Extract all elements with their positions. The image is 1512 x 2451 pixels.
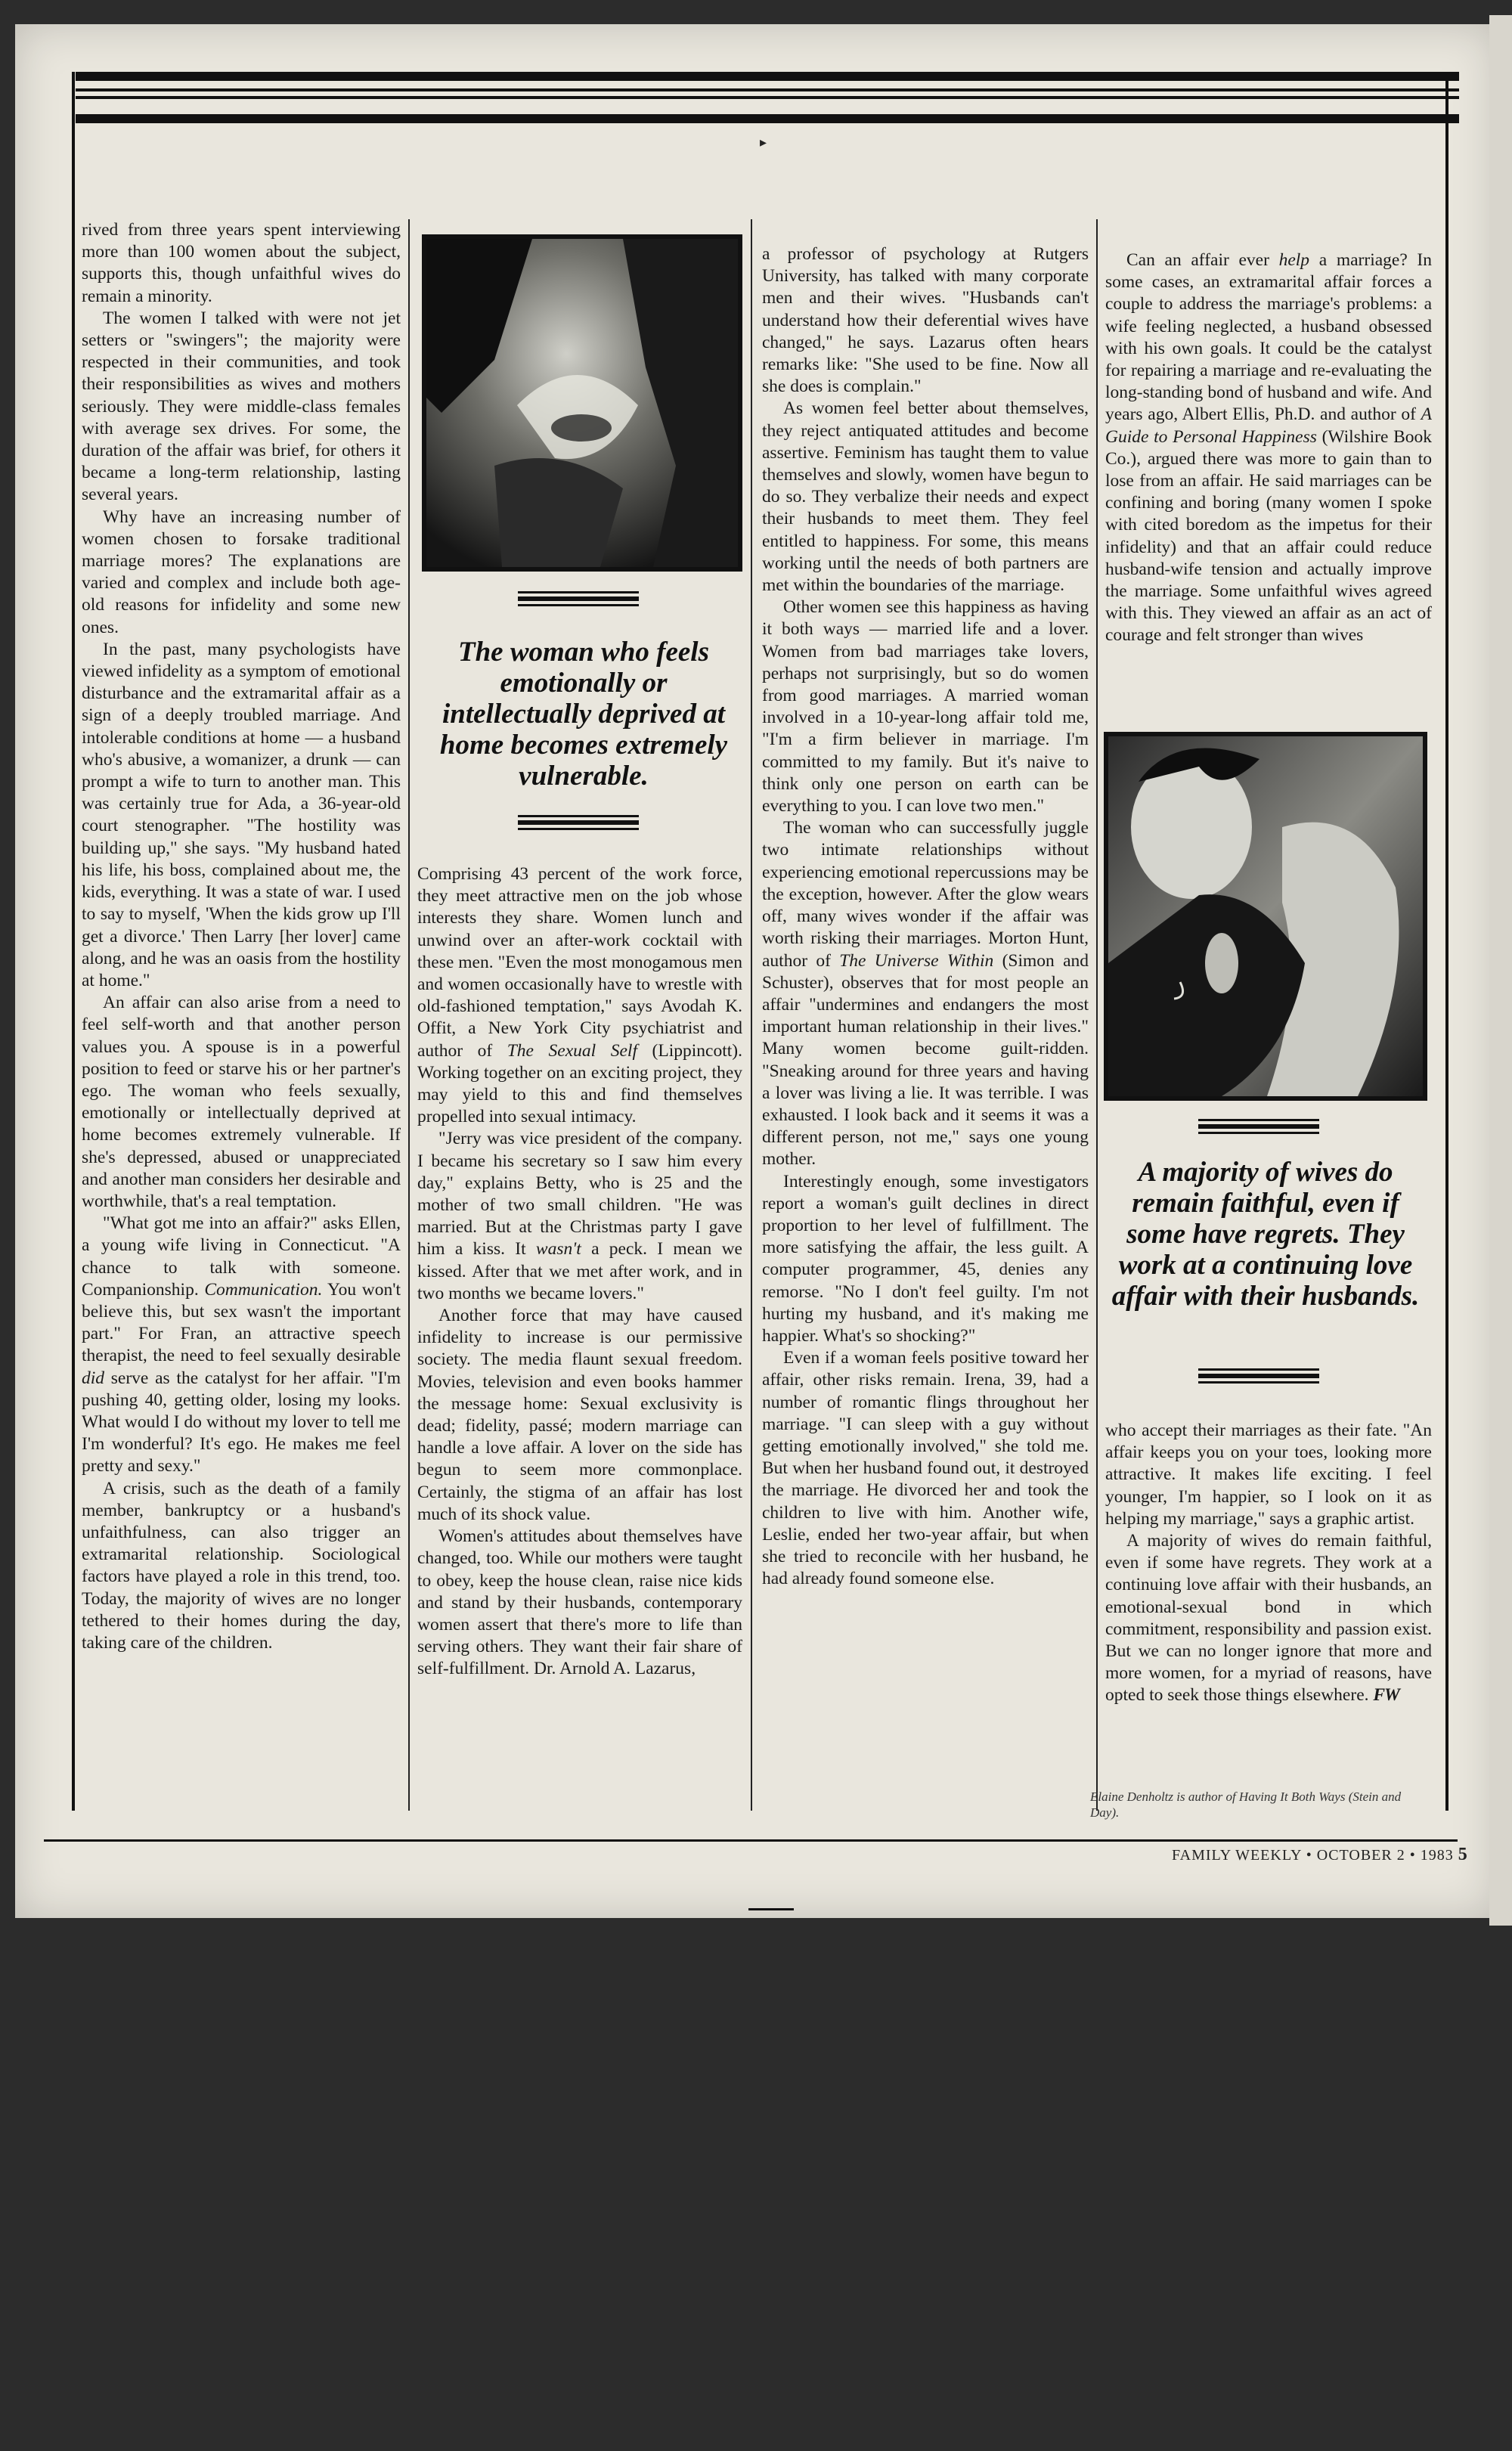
paragraph: In the past, many psychologists have viewed infidelity as a symptom of emotional disturbance and the extramarital affair as a sign of a deeply troubled marriage. And intolerable conditions at home — a husband who's abusive, a womanizer, a drunk — can prompt a wife to turn to another man. This was certainly true for Ada, a 36-year-old court stenographer. "The hostility was building up," she says. "My husband hated his life, his boss, complained about me, the kids, everything. It was a state of war. I used to say to myself, 'When the kids grow up I'll get a divorce.' Then Larry [her lover] came along, and he was an oasis from the hostility at home." <box>82 639 401 990</box>
ornament-rule <box>518 591 639 609</box>
page-edge <box>1489 15 1512 1926</box>
article-column-1 <box>82 219 401 1807</box>
paragraph: The women I talked with were not jet setters or "swingers"; the majority were respected in their communities, and took their responsibilities as wives and mothers seriously. They were middle-class females with average sex drives. For some, the duration of the affair was brief, for others it became a long-term relationship, lasting several years. <box>82 308 401 505</box>
paragraph: Women's attitudes about themselves have changed, too. While our mothers were taught to obey, keep the house clean, raise nice kids and stand by their husbands, contemporary women assert that there's more to life than serving others. They want their fair share of self-fulfillment. Dr. Arnold A. Lazarus, <box>417 1526 742 1679</box>
fold-mark <box>748 1908 794 1910</box>
article-column-4-bottom <box>1105 1420 1432 1783</box>
paragraph: A majority of wives do remain faithful, even if some have regrets. They work at a continuing love affair with their husbands, an emotional-sexual bond in which commitment, responsibility and passion exist. But we can no longer ignore that more and more women, for a myriad of reasons, have opted to seek those things elsewhere. FW <box>1105 1531 1432 1706</box>
paragraph: Even if a woman feels positive toward her affair, other risks remain. Irena, 39, had a number of romantic flings throughout her marriage. "I can sleep with a guy without getting emotionally involved," she told me. But when her husband found out, it destroyed the marriage. He divorced her and took the children to live with him. Another wife, Leslie, ended her two-year affair, but when she tried to reconcile with her husband, he had already found someone else. <box>762 1348 1089 1589</box>
paragraph: Other women see this happiness as having it both ways — married life and a lover. Women from bad marriages take lovers, perhaps not surprisingly, but so do women from good marriages. A married woman involved in a 10-year-long affair told me, "I'm a firm believer in marriage. I'm committed to my family. But it's naive to think only one person on earth can be everything to you. I can love two men." <box>762 597 1089 816</box>
paragraph: A crisis, such as the death of a family member, bankruptcy or a husband's unfaithfulness, can also trigger an extramarital relationship. Sociological factors have played a role in this trend, too. Today, the majority of wives are no longer tethered to their homes during the day, taking care of the children. <box>82 1478 401 1653</box>
ornament-rule <box>1198 1368 1319 1387</box>
publication-name: FAMILY WEEKLY • OCTOBER 2 • 1983 <box>1172 1847 1454 1864</box>
photo-embracing-couple <box>1104 732 1427 1101</box>
paragraph: Can an affair ever help a marriage? In some cases, an extramarital affair forces a couple to address the marriage's problems: a wife feeling neglected, a husband obsessed with his own goals. It could be the catalyst for repairing a marriage and re-evaluating the long-standing bond of husband and wife. And years ago, Albert Ellis, Ph.D. and author of A Guide to Personal Happiness (Wilshire Book Co.), argued there was more to gain than to lose from an affair. He said marriages can be confining and boring (many women I spoke with cited boredom as the impetus for their infidelity) and that an affair could reduce husband-wife tension and actually improve the marriage. Some unfaithful wives agreed with this. They viewed an affair as an act of courage and felt stronger than wives <box>1105 250 1433 646</box>
frame-right-rule <box>1445 72 1448 1811</box>
frame-left-rule <box>72 72 75 1811</box>
author-byline: Elaine Denholtz is author of Having It Both Ways (Stein and Day). <box>1090 1789 1402 1820</box>
article-column-3 <box>762 243 1089 1831</box>
print-mark: ▸ <box>760 135 767 150</box>
pull-quote: The woman who feels emotionally or intellectually deprived at home becomes extremely vulnerable. <box>439 637 728 792</box>
page-footer <box>1172 1845 1468 1865</box>
paragraph: An affair can also arise from a need to feel self-worth and that another person values you. A spouse is in a powerful position to feed or starve his or her partner's ego. The woman who feels sexually, emotionally or intellectually deprived at home becomes extremely vulnerable. If she's depressed, abused or unappreciated and another man considers her desirable and worthwhile, that's a real temptation. <box>82 993 401 1211</box>
column-divider <box>408 219 410 1811</box>
paragraph: As women feel better about themselves, they reject antiquated attitudes and become assertive. Feminism has taught them to value themselves and slowly, women have begun to do so. They verbalize their needs and expect their husbands to meet them. They feel entitled to happiness. For some, this means working until the needs of both partners are met within the boundaries of the marriage. <box>762 398 1089 596</box>
paragraph: who accept their marriages as their fate. "An affair keeps you on your toes, looking more attractive. It makes life exciting. I feel younger, I'm happier, so I look on it as helping my marriage," says a graphic artist. <box>1105 1421 1432 1529</box>
article-column-2 <box>417 863 742 2451</box>
paragraph: Comprising 43 percent of the work force, they meet attractive men on the job whose interests they share. Women lunch and unwind over an after-work cocktail with these men. "Even the most monogamous men and women occasionally have to wrestle with old-fashioned temptation," says Avodah K. Offit, a New York City psychiatrist and author of The Sexual Self (Lippincott). Working together on an exciting project, they may yield to this and find themselves propelled into sexual intimacy. <box>417 864 742 1127</box>
pull-quote: A majority of wives do remain faithful, even if some have regrets. They work at a continuing love affair with their husbands. <box>1111 1157 1420 1312</box>
ornament-rule <box>1198 1119 1319 1137</box>
paragraph: Another force that may have caused infidelity to increase is our permissive society. The media flaunt sexual freedom. Movies, television and even books hammer the message home: Sexual exclusivity is dead; fidelity, passé; modern marriage can handle a love affair. A lover on the side has begun to seem more commonplace. Certainly, the stigma of an affair has lost much of its shock value. <box>417 1306 742 1524</box>
paragraph: "What got me into an affair?" asks Ellen, a young wife living in Connecticut. "A chance to talk with someone. Companionship. Communication. You won't believe this, but sex wasn't the important part." For Fran, an attractive speech therapist, the need to feel sexually desirable did serve as the catalyst for her affair. "I'm pushing 40, getting older, losing my looks. What would I do without my lover to tell me I'm wonderful? It's ego. He makes me feel pretty and sexy." <box>82 1213 401 1476</box>
header-rule <box>76 72 1459 123</box>
column-divider <box>1096 219 1098 1811</box>
page-number: 5 <box>1458 1845 1468 1864</box>
paragraph: "Jerry was vice president of the company. I became his secretary so I saw him every day," explains Betty, who is 25 and the mother of two small children. "He was married. But at the Christmas party I gave him a kiss. It wasn't a peck. I mean we kissed. After that we met after work, and in two months we became lovers." <box>417 1129 742 1303</box>
paragraph: a professor of psychology at Rutgers University, has talked with many corporate men and their wives. "Husbands can't understand how their deferential wives have changed," he says. Lazarus often hears remarks like: "She used to be fine. Now all she does is complain." <box>762 244 1089 397</box>
signature-mark: FW <box>1373 1685 1399 1706</box>
paragraph: Interestingly enough, some investigators report a woman's guilt declines in direct proportion to her level of fulfillment. The more satisfying the affair, the less guilt. A computer programmer, 45, denies any remorse. "No I don't feel guilty. I'm not hurting my husband, and it's making me happier. What's so shocking?" <box>762 1171 1089 1346</box>
column-divider <box>751 219 752 1811</box>
ornament-rule <box>518 815 639 833</box>
paragraph: rived from three years spent interviewing more than 100 women about the subject, supports this, though unfaithful wives do remain a minority. <box>82 220 401 306</box>
photo-woman-face <box>422 234 742 572</box>
paragraph: Why have an increasing number of women chosen to forsake traditional marriage mores? The explanations are varied and complex and include both age-old reasons for infidelity and some new ones. <box>82 507 401 637</box>
footer-rule <box>44 1839 1458 1842</box>
paragraph: The woman who can successfully juggle two intimate relationships without experiencing emotional repercussions may be the exception, however. After the glow wears off, many wives wonder if the affair was worth risking their marriages. Morton Hunt, author of The Universe Within (Simon and Schuster), observes that for most people an affair "undermines and endangers the most important human relationship in their lives." Many women become guilt-ridden. "Sneaking around for three years and having a lover was living a lie. It was terrible. I was exhausted. I look back and it seems it was a different person, not me," says one young mother. <box>762 818 1089 1170</box>
article-column-4-top <box>1105 249 1432 718</box>
